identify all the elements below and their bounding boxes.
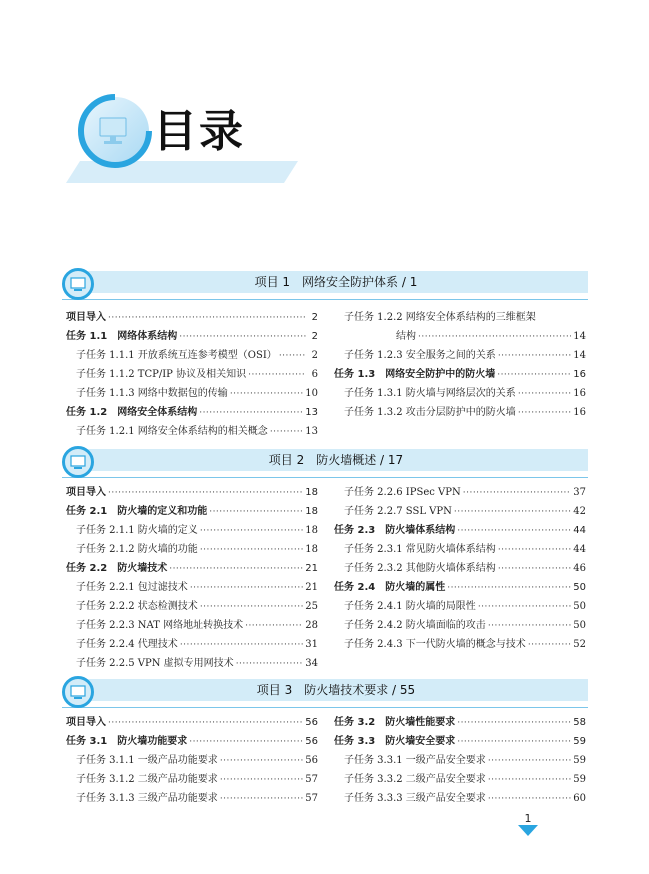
toc-entry[interactable]: 子任务 3.1.3 三级产品功能要求 ····· 57	[66, 789, 318, 808]
toc-entry[interactable]: 项目导入 ····· 56	[66, 713, 318, 732]
toc-left-column	[66, 483, 318, 673]
toc-entry[interactable]: 子任务 2.2.1 包过滤技术 ····· 21	[66, 578, 318, 597]
toc-entry[interactable]: 子任务 2.2.5 VPN 虚拟专用网技术 ····· 34	[66, 654, 318, 673]
toc-entry[interactable]: 子任务 1.3.2 攻击分层防护中的防火墙 ····· 16	[334, 403, 586, 422]
toc-entry[interactable]: 任务 1.1 网络体系结构 ····· 2	[66, 327, 318, 346]
page-title: 目录	[153, 106, 245, 157]
toc-entry[interactable]: 任务 3.1 防火墙功能要求 ····· 56	[66, 732, 318, 751]
toc-entry[interactable]: 子任务 2.4.3 下一代防火墙的概念与技术 ····· 52	[334, 635, 586, 654]
toc-entry[interactable]: 任务 2.1 防火墙的定义和功能 ····· 18	[66, 502, 318, 521]
section-banner	[62, 446, 588, 480]
toc-entry[interactable]: 子任务 1.1.1 开放系统互连参考模型（OSI） ····· 2	[66, 346, 318, 365]
toc-entry[interactable]: 子任务 2.2.4 代理技术 ····· 31	[66, 635, 318, 654]
toc-entry[interactable]: 任务 2.2 防火墙技术 ····· 21	[66, 559, 318, 578]
toc-entry[interactable]: 项目导入 ····· 2	[66, 308, 318, 327]
toc-entry[interactable]: 子任务 3.1.1 一级产品功能要求 ····· 56	[66, 751, 318, 770]
toc-left-column	[66, 713, 318, 808]
header-ring-icon	[76, 92, 154, 170]
toc-entry[interactable]: 任务 1.2 网络安全体系结构 ····· 13	[66, 403, 318, 422]
toc-entry-multiline[interactable]: 子任务 1.2.2 网络安全体系结构的三维框架 结构 ····· 14	[334, 308, 586, 346]
toc-entry[interactable]: 子任务 2.3.1 常见防火墙体系结构 ····· 44	[334, 540, 586, 559]
page-number: 1	[524, 812, 532, 825]
toc-entry[interactable]: 子任务 1.1.2 TCP/IP 协议及相关知识 ····· 6	[66, 365, 318, 384]
toc-entry[interactable]: 任务 3.2 防火墙性能要求 ····· 58	[334, 713, 586, 732]
toc-entry[interactable]: 子任务 1.1.3 网络中数据包的传输 ····· 10	[66, 384, 318, 403]
toc-entry[interactable]: 子任务 2.4.1 防火墙的局限性 ····· 50	[334, 597, 586, 616]
section-title: 项目 3 防火墙技术要求 / 55	[256, 683, 416, 697]
toc-left-column	[66, 308, 318, 441]
toc-entry[interactable]: 子任务 2.4.2 防火墙面临的攻击 ····· 50	[334, 616, 586, 635]
toc-entry[interactable]: 子任务 2.2.6 IPSec VPN ····· 37	[334, 483, 586, 502]
toc-entry[interactable]: 子任务 3.1.2 二级产品功能要求 ····· 57	[66, 770, 318, 789]
toc-entry[interactable]: 子任务 3.3.2 二级产品安全要求 ····· 59	[334, 770, 586, 789]
toc-entry[interactable]: 任务 2.3 防火墙体系结构 ····· 44	[334, 521, 586, 540]
toc-right-column	[334, 483, 586, 654]
toc-entry[interactable]: 子任务 3.3.3 三级产品安全要求 ····· 60	[334, 789, 586, 808]
toc-entry[interactable]: 子任务 2.2.2 状态检测技术 ····· 25	[66, 597, 318, 616]
toc-entry[interactable]: 子任务 2.1.2 防火墙的功能 ····· 18	[66, 540, 318, 559]
toc-entry[interactable]: 项目导入 ····· 18	[66, 483, 318, 502]
toc-entry[interactable]: 子任务 2.2.7 SSL VPN ····· 42	[334, 502, 586, 521]
down-triangle-icon	[518, 825, 538, 836]
toc-entry[interactable]: 任务 2.4 防火墙的属性 ····· 50	[334, 578, 586, 597]
section-title: 项目 2 防火墙概述 / 17	[268, 453, 404, 467]
section-title: 项目 1 网络安全防护体系 / 1	[254, 275, 418, 289]
toc-right-column	[334, 308, 586, 422]
toc-entry[interactable]: 子任务 2.2.3 NAT 网络地址转换技术 ····· 28	[66, 616, 318, 635]
toc-entry[interactable]: 子任务 3.3.1 一级产品安全要求 ····· 59	[334, 751, 586, 770]
toc-entry[interactable]: 子任务 2.1.1 防火墙的定义 ····· 18	[66, 521, 318, 540]
toc-entry[interactable]: 任务 3.3 防火墙安全要求 ····· 59	[334, 732, 586, 751]
toc-right-column	[334, 713, 586, 808]
toc-entry[interactable]: 子任务 1.3.1 防火墙与网络层次的关系 ····· 16	[334, 384, 586, 403]
toc-entry[interactable]: 子任务 1.2.1 网络安全体系结构的相关概念 ····· 13	[66, 422, 318, 441]
toc-entry[interactable]: 子任务 1.2.3 安全服务之间的关系 ····· 14	[334, 346, 586, 365]
toc-entry[interactable]: 子任务 2.3.2 其他防火墙体系结构 ····· 46	[334, 559, 586, 578]
toc-entry[interactable]: 任务 1.3 网络安全防护中的防火墙 ····· 16	[334, 365, 586, 384]
section-banner	[62, 268, 588, 302]
section-banner	[62, 676, 588, 710]
